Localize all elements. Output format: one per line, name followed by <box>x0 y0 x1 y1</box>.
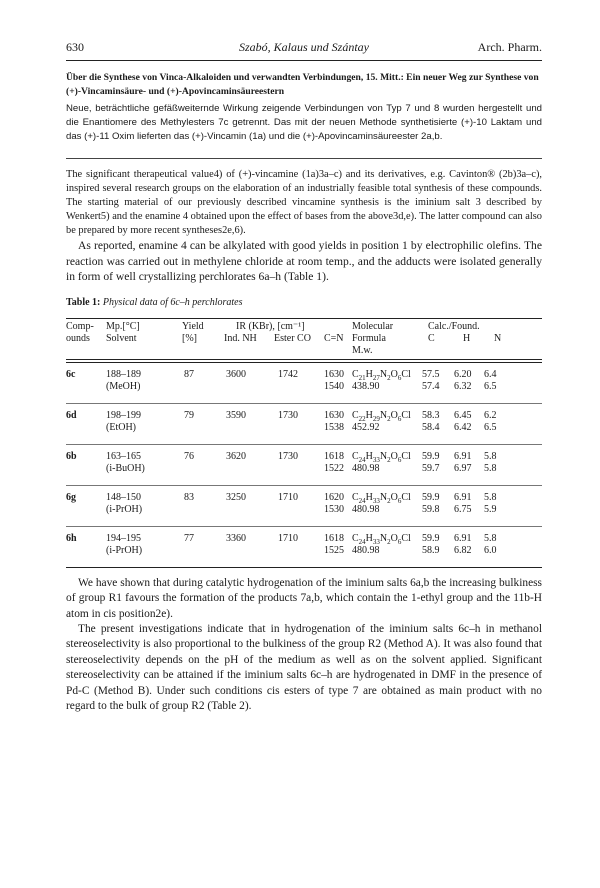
row-formula: $C_{21}H_{27}N_2O_6Cl$ <box>352 368 411 382</box>
row-id: 6g <box>66 491 76 503</box>
row-yield: 76 <box>184 450 194 462</box>
row-ind-nh: 3620 <box>226 450 246 462</box>
header-ir: IR (KBr), [cm⁻¹] <box>236 320 305 332</box>
table-caption-label: Table 1: <box>66 296 101 308</box>
table-row <box>66 527 542 567</box>
row-found-c: 58.9 <box>422 544 440 556</box>
data-table <box>66 318 542 568</box>
row-found-c: 59.8 <box>422 503 440 515</box>
paragraph-investigations: The present investigations indicate that in hydrogenation of the iminium salts 6c–h in methanol stereoselectivity is also proportional to the bulkiness of the group R2 (Method A). It was also found that stereoselectivity depends on the pH of the medium as well as on the solvent applied. Significant stereoselectivity can be attained if the iminium salts 6c–h are hydrogenated in DMF in the presence of Pd-C (Method B). Under such conditions cis esters of type 7 are obtained as main product with no regard to the bulk of group R2 (Table 2). <box>66 623 542 713</box>
header-rule <box>66 60 542 61</box>
row-cn-1: 1618 <box>324 450 344 462</box>
row-found-n: 5.8 <box>484 462 497 474</box>
row-ester-co: 1710 <box>278 532 298 544</box>
row-calc-n: 6.4 <box>484 368 497 380</box>
header-cn: C=N <box>324 332 344 344</box>
row-id: 6d <box>66 409 77 421</box>
row-yield: 83 <box>184 491 194 503</box>
abstract-text: Neue, beträchtliche gefäßweiternde Wirkung zeigende Verbindungen von Typ 7 und 8 wurden hergestellt und die Enantiomere des Methylesters 7c getrennt. Das mit der neuen Methode synthetisierte (+)-10 Laktam und das (+)-11 Oxim lieferten das (+)-Vincamin (1a) und die (+)-Apovincaminsäureester 2a,b. <box>66 103 542 142</box>
row-solvent: (MeOH) <box>106 380 141 392</box>
header-formula: Formula <box>352 332 386 344</box>
table-row <box>66 486 542 526</box>
row-found-n: 5.9 <box>484 503 497 515</box>
row-cn-1: 1630 <box>324 409 344 421</box>
table-row <box>66 404 542 444</box>
header-n: N <box>494 332 502 344</box>
header-solvent: Solvent <box>106 332 137 344</box>
row-calc-c: 58.3 <box>422 409 440 421</box>
row-yield: 87 <box>184 368 194 380</box>
row-solvent: (i-PrOH) <box>106 544 143 556</box>
row-calc-c: 57.5 <box>422 368 440 380</box>
table-row <box>66 445 542 485</box>
table-row <box>66 363 542 403</box>
row-ind-nh: 3600 <box>226 368 246 380</box>
row-calc-n: 5.8 <box>484 532 497 544</box>
row-ester-co: 1710 <box>278 491 298 503</box>
row-calc-h: 6.91 <box>454 491 472 503</box>
header-molecular: Molecular <box>352 320 394 332</box>
body-text <box>66 168 542 285</box>
row-calc-h: 6.20 <box>454 368 472 380</box>
running-authors: Szabó, Kalaus und Szántay <box>238 40 369 54</box>
paragraph-hydrogenation: We have shown that during catalytic hydrogenation of the iminium salts 6a,b the increasing bulkiness of group R1 favours the formation of the products 7a,b, which contain the 1-ethyl group and the 11b-H atom in cis position2e). <box>66 576 542 620</box>
row-ester-co: 1730 <box>278 409 298 421</box>
row-mw: 480.98 <box>352 462 380 474</box>
header-calc-found: Calc./Found. <box>428 320 480 332</box>
row-id: 6c <box>66 368 76 380</box>
row-yield: 77 <box>184 532 194 544</box>
row-ind-nh: 3360 <box>226 532 246 544</box>
table-caption-text: Physical data of 6c–h perchlorates <box>102 296 243 308</box>
header-comp: Comp- <box>66 320 94 332</box>
header-ester-co: Ester CO <box>274 332 311 344</box>
row-mp: 148–150 <box>106 491 141 503</box>
discussion-text <box>66 576 542 715</box>
page <box>66 40 542 714</box>
row-ester-co: 1730 <box>278 450 298 462</box>
header-h: H <box>463 332 471 344</box>
row-mw: 452.92 <box>352 421 380 433</box>
page-number: 630 <box>66 40 84 54</box>
row-calc-c: 59.9 <box>422 491 440 503</box>
row-id: 6h <box>66 532 77 544</box>
table-header-rule <box>66 359 542 360</box>
row-formula: $C_{22}H_{29}N_2O_6Cl$ <box>352 409 411 423</box>
row-mw: 480.98 <box>352 544 380 556</box>
row-solvent: (i-PrOH) <box>106 503 143 515</box>
row-cn-2: 1540 <box>324 380 344 392</box>
row-mw: 480.98 <box>352 503 380 515</box>
row-solvent: (EtOH) <box>106 421 136 433</box>
row-mp: 194–195 <box>106 532 141 544</box>
row-calc-h: 6.91 <box>454 450 472 462</box>
row-found-n: 6.0 <box>484 544 497 556</box>
abstract-title: Über die Synthese von Vinca-Alkaloiden und verwandten Verbindungen, 15. Mitt.: Ein neuer Weg zur Synthese von (+)-Vincaminsäure- und (+)-Apovincaminsäureestern <box>66 72 539 97</box>
row-found-c: 58.4 <box>422 421 440 433</box>
abstract <box>66 71 542 144</box>
header-mp: Mp.[°C] <box>106 320 140 332</box>
row-mp: 198–199 <box>106 409 141 421</box>
table-caption <box>66 297 542 308</box>
row-formula: $C_{24}H_{33}N_2O_6Cl$ <box>352 532 411 546</box>
row-solvent: (i-BuOH) <box>106 462 145 474</box>
row-calc-h: 6.45 <box>454 409 472 421</box>
row-found-h: 6.42 <box>454 421 472 433</box>
row-ind-nh: 3250 <box>226 491 246 503</box>
header-c: C <box>428 332 435 344</box>
row-calc-c: 59.9 <box>422 450 440 462</box>
row-cn-2: 1522 <box>324 462 344 474</box>
row-calc-n: 5.8 <box>484 491 497 503</box>
row-id: 6b <box>66 450 77 462</box>
row-cn-2: 1538 <box>324 421 344 433</box>
row-calc-n: 6.2 <box>484 409 497 421</box>
row-yield: 79 <box>184 409 194 421</box>
row-cn-1: 1620 <box>324 491 344 503</box>
row-mp: 188–189 <box>106 368 141 380</box>
row-found-n: 6.5 <box>484 380 497 392</box>
row-found-h: 6.75 <box>454 503 472 515</box>
row-cn-1: 1630 <box>324 368 344 380</box>
row-found-h: 6.82 <box>454 544 472 556</box>
row-ester-co: 1742 <box>278 368 298 380</box>
header-yield-unit: [%] <box>182 332 197 344</box>
table-row-rule <box>66 567 542 568</box>
row-found-n: 6.5 <box>484 421 497 433</box>
row-mp: 163–165 <box>106 450 141 462</box>
table-header <box>66 319 542 359</box>
row-found-h: 6.32 <box>454 380 472 392</box>
header-mw: M.w. <box>352 344 373 356</box>
row-cn-2: 1525 <box>324 544 344 556</box>
row-calc-n: 5.8 <box>484 450 497 462</box>
row-cn-2: 1530 <box>324 503 344 515</box>
row-mw: 438.90 <box>352 380 380 392</box>
row-ind-nh: 3590 <box>226 409 246 421</box>
table-body <box>66 363 542 568</box>
header-ind-nh: Ind. NH <box>224 332 257 344</box>
row-calc-c: 59.9 <box>422 532 440 544</box>
row-found-c: 59.7 <box>422 462 440 474</box>
paragraph-intro: The significant therapeutical value4) of (+)-vincamine (1a)3a–c) and its derivatives, e.g. Cavinton® (2b)3a–c), inspired several research groups on the elaboration of an industrially feasible total synthesis of these compounds. The starting material of our previously described vincamine synthesis is the iminium salt 3 described by Wenkert5) and the enamine 4 obtained upon the effect of bases from the above3d,e). The latter compound can also be prepared by more recent syntheses2e,6). <box>66 169 542 236</box>
row-formula: $C_{24}H_{33}N_2O_6Cl$ <box>352 491 411 505</box>
row-formula: $C_{24}H_{33}N_2O_6Cl$ <box>352 450 411 464</box>
row-cn-1: 1618 <box>324 532 344 544</box>
header-yield: Yield <box>182 320 204 332</box>
row-found-c: 57.4 <box>422 380 440 392</box>
paragraph-alkylation: As reported, enamine 4 can be alkylated with good yields in position 1 by electrophilic olefins. The reaction was carried out in methylene chloride at room temp., and the adducts were isolated generally in form of well crystallizing perchlorates 6a–h (Table 1). <box>66 239 542 284</box>
running-header <box>66 40 542 56</box>
header-comp2: ounds <box>66 332 90 344</box>
abstract-rule <box>66 158 542 159</box>
journal-name: Arch. Pharm. <box>477 40 542 54</box>
row-found-h: 6.97 <box>454 462 472 474</box>
row-calc-h: 6.91 <box>454 532 472 544</box>
